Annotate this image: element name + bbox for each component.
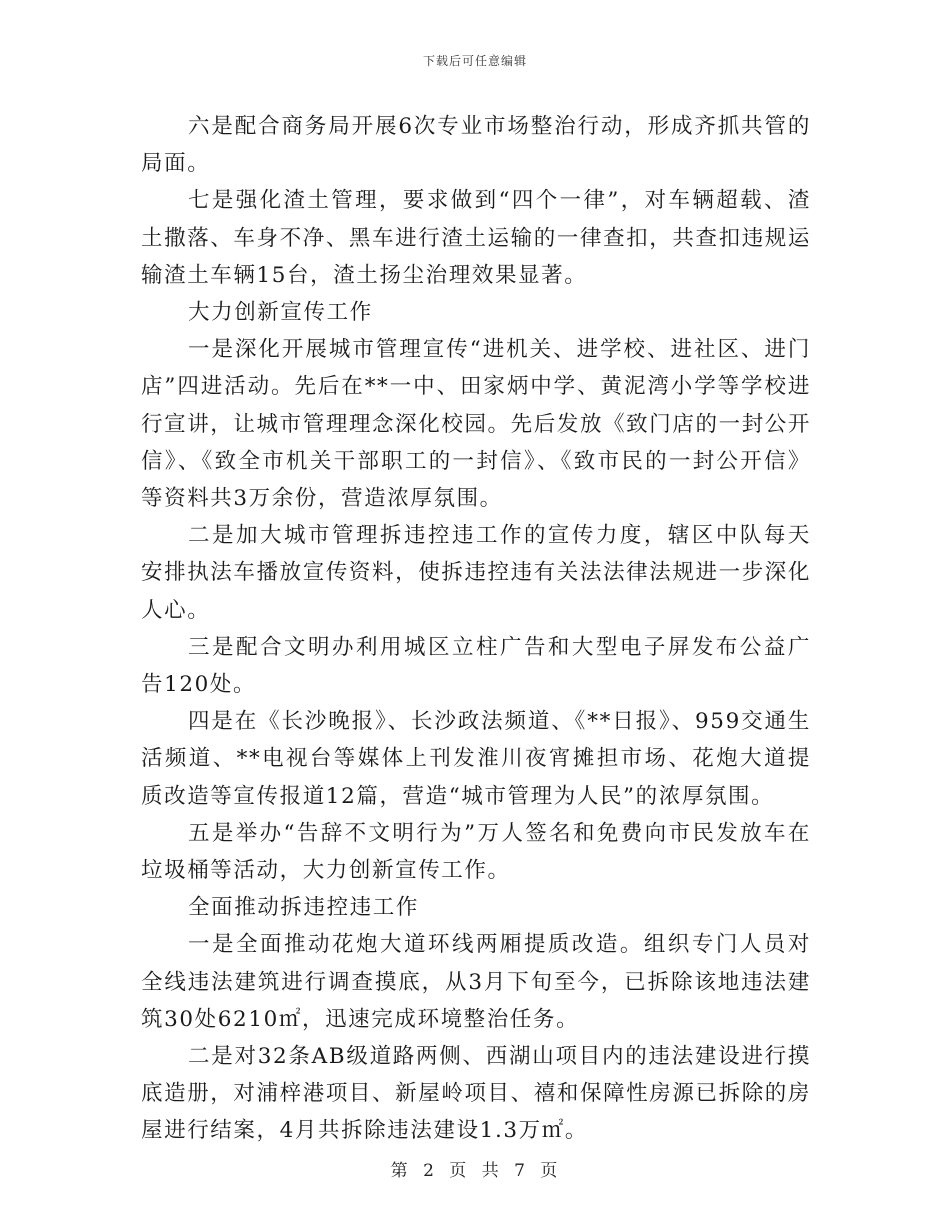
page-header: 下载后可任意编辑	[422, 54, 527, 68]
paragraph: 六是配合商务局开展6次专业市场整治行动，形成齐抓共管的局面。	[141, 114, 811, 177]
section-heading: 大力创新宣传工作	[188, 300, 373, 326]
paragraph: 一是全面推动花炮大道环线两厢提质改造。组织专门人员对全线违法建筑进行调查摸底，从3月下旬至今，已拆除该地违法建筑30处6210㎡，迅速完成环境整治任务。	[141, 932, 811, 1032]
document-body	[141, 108, 811, 1150]
paragraph: 五是举办“告辞不文明行为”万人签名和免费向市民发放车在垃圾桶等活动，大力创新宣传工作。	[141, 820, 811, 884]
paragraph: 一是深化开展城市管理宣传“进机关、进学校、进社区、进门店”四进活动。先后在**一中、田家炳中学、黄泥湾小学等学校进行宣讲，让城市管理理念深化校园。先后发放《致门店的一封公开信》、《致全市机关干部职工的一封信》、《致市民的一封公开信》等资料共3万余份，营造浓厚氛围。	[141, 337, 811, 512]
page-footer: 第 2 页 共 7 页	[390, 1161, 560, 1181]
paragraph: 七是强化渣土管理，要求做到“四个一律”，对车辆超载、渣土撒落、车身不净、黑车进行渣土运输的一律查扣，共查扣违规运输渣土车辆15台，渣土扬尘治理效果显著。	[141, 188, 811, 288]
paragraph: 四是在《长沙晚报》、长沙政法频道、《**日报》、959交通生活频道、**电视台等媒体上刊发淮川夜宵摊担市场、花炮大道提质改造等宣传报道12篇，营造“城市管理为人民”的浓厚氛围。	[141, 709, 811, 809]
section-heading: 全面推动拆违控违工作	[188, 895, 420, 921]
paragraph: 二是加大城市管理拆违控违工作的宣传力度，辖区中队每天安排执法车播放宣传资料，使拆违控违有关法法律法规进一步深化人心。	[141, 523, 811, 623]
paragraph: 二是对32条AB级道路两侧、西湖山项目内的违法建设进行摸底造册，对浦梓港项目、新屋岭项目、禧和保障性房源已拆除的房屋进行结案，4月共拆除违法建设1.3万㎡。	[141, 1044, 811, 1144]
paragraph: 三是配合文明办利用城区立柱广告和大型电子屏发布公益广告120处。	[141, 634, 811, 698]
